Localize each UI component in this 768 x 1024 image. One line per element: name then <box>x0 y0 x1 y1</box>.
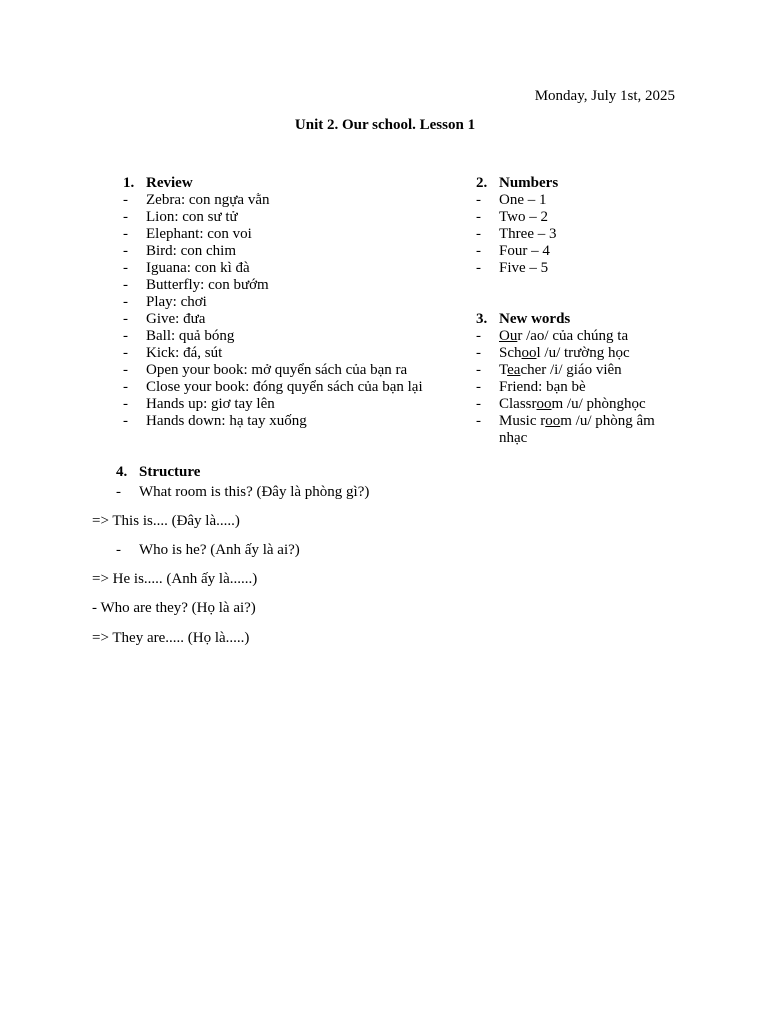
list-dash: - <box>476 328 481 344</box>
list-dash: - <box>123 209 128 225</box>
review-list <box>123 192 453 430</box>
section-title: Review <box>146 175 193 191</box>
list-dash: - <box>123 413 128 429</box>
section-number: 3. <box>476 311 488 327</box>
new-word-item <box>476 413 676 447</box>
new-word-item <box>476 379 676 396</box>
new-word-text: l /u/ trường học <box>536 345 630 361</box>
list-dash: - <box>476 345 481 361</box>
numbers-item <box>476 243 676 260</box>
list-dash: - <box>123 277 128 293</box>
structure-heading <box>116 464 200 481</box>
structure-answer-2: => He is..... (Anh ấy là......) <box>92 571 258 587</box>
review-item <box>123 226 453 243</box>
underlined-sound: Ou <box>499 328 518 344</box>
structure-question-1 <box>116 484 369 501</box>
list-dash: - <box>123 396 128 412</box>
new-word-text: cher /i/ giáo viên <box>520 362 622 378</box>
review-item <box>123 294 453 311</box>
list-dash: - <box>123 260 128 276</box>
list-dash: - <box>116 484 121 500</box>
list-dash: - <box>123 345 128 361</box>
structure-answer-3: => They are..... (Họ là.....) <box>92 630 250 646</box>
review-item <box>123 243 453 260</box>
review-item-text: Close your book: đóng quyển sách của bạn lại <box>146 379 423 395</box>
new-word-text: m /u/ phòng âm nhạc <box>499 413 655 446</box>
list-dash: - <box>476 260 481 276</box>
section-number: 4. <box>116 464 128 480</box>
list-dash: - <box>123 226 128 242</box>
new-words-heading <box>476 311 676 328</box>
list-dash: - <box>123 362 128 378</box>
document-date: Monday, July 1st, 2025 <box>534 88 675 104</box>
review-item-text: Kick: đá, sút <box>146 345 223 361</box>
new-word-text: Friend: bạn bè <box>499 379 586 395</box>
review-item <box>123 345 453 362</box>
list-dash: - <box>476 243 481 259</box>
review-item-text: Give: đưa <box>146 311 206 327</box>
numbers-item <box>476 209 676 226</box>
list-dash: - <box>476 192 481 208</box>
review-item <box>123 413 453 430</box>
list-dash: - <box>476 379 481 395</box>
section-number: 1. <box>123 175 135 191</box>
document-title: Unit 2. Our school. Lesson 1 <box>294 117 476 133</box>
underlined-sound: oo <box>545 413 561 429</box>
new-word-item <box>476 362 676 379</box>
review-item-text: Zebra: con ngựa vằn <box>146 192 270 208</box>
numbers-item <box>476 260 676 277</box>
new-word-text: m /u/ phònghọc <box>551 396 646 412</box>
list-dash: - <box>476 396 481 412</box>
new-word-text: Classr <box>499 396 537 412</box>
list-dash: - <box>116 542 121 558</box>
list-dash: - <box>123 311 128 327</box>
review-item-text: Ball: quả bóng <box>146 328 235 344</box>
list-dash: - <box>123 294 128 310</box>
list-dash: - <box>123 243 128 259</box>
list-dash: - <box>476 209 481 225</box>
review-item <box>123 396 453 413</box>
review-item-text: Play: chơi <box>146 294 207 310</box>
numbers-section <box>476 175 676 277</box>
numbers-item <box>476 192 676 209</box>
list-dash: - <box>123 379 128 395</box>
new-word-item <box>476 396 676 413</box>
structure-question-2 <box>116 542 300 559</box>
review-item <box>123 362 453 379</box>
list-dash: - <box>123 192 128 208</box>
numbers-item-text: Five – 5 <box>499 260 549 276</box>
review-item-text: Lion: con sư tử <box>146 209 238 225</box>
review-heading <box>123 175 453 192</box>
review-item <box>123 277 453 294</box>
structure-question-text: What room is this? (Đây là phòng gì?) <box>139 484 370 500</box>
numbers-item-text: One – 1 <box>499 192 547 208</box>
review-item <box>123 209 453 226</box>
new-word-text: Music r <box>499 413 546 429</box>
review-item-text: Butterfly: con bướm <box>146 277 269 293</box>
review-item-text: Open your book: mở quyển sách của bạn ra <box>146 362 408 378</box>
new-word-item <box>476 328 676 345</box>
review-item-text: Iguana: con kì đà <box>146 260 250 276</box>
section-title: Numbers <box>499 175 559 191</box>
review-item <box>123 260 453 277</box>
review-section <box>123 175 453 430</box>
numbers-item-text: Four – 4 <box>499 243 550 259</box>
section-title: New words <box>499 311 571 327</box>
section-number: 2. <box>476 175 488 191</box>
numbers-heading <box>476 175 676 192</box>
underlined-sound: oo <box>536 396 552 412</box>
list-dash: - <box>476 413 481 429</box>
underlined-sound: oo <box>521 345 537 361</box>
structure-question-text: Who is he? (Anh ấy là ai?) <box>139 542 300 558</box>
list-dash: - <box>123 328 128 344</box>
numbers-list <box>476 192 676 277</box>
review-item-text: Bird: con chim <box>146 243 236 259</box>
new-word-text: T <box>499 362 508 378</box>
underlined-sound: ea <box>507 362 521 378</box>
review-item <box>123 379 453 396</box>
review-item <box>123 311 453 328</box>
structure-question-3: - Who are they? (Họ là ai?) <box>92 600 256 616</box>
new-words-section <box>476 311 676 447</box>
review-item-text: Hands up: giơ tay lên <box>146 396 275 412</box>
review-item <box>123 328 453 345</box>
new-words-list <box>476 328 676 447</box>
review-item-text: Hands down: hạ tay xuống <box>146 413 307 429</box>
numbers-item-text: Three – 3 <box>499 226 557 242</box>
new-word-item <box>476 345 676 362</box>
numbers-item <box>476 226 676 243</box>
list-dash: - <box>476 226 481 242</box>
new-word-text: r /ao/ của chúng ta <box>517 328 629 344</box>
review-item <box>123 192 453 209</box>
structure-answer-1: => This is.... (Đây là.....) <box>92 513 240 529</box>
section-title: Structure <box>139 464 201 480</box>
numbers-item-text: Two – 2 <box>499 209 548 225</box>
review-item-text: Elephant: con voi <box>146 226 252 242</box>
new-word-text: Sch <box>499 345 522 361</box>
list-dash: - <box>476 362 481 378</box>
